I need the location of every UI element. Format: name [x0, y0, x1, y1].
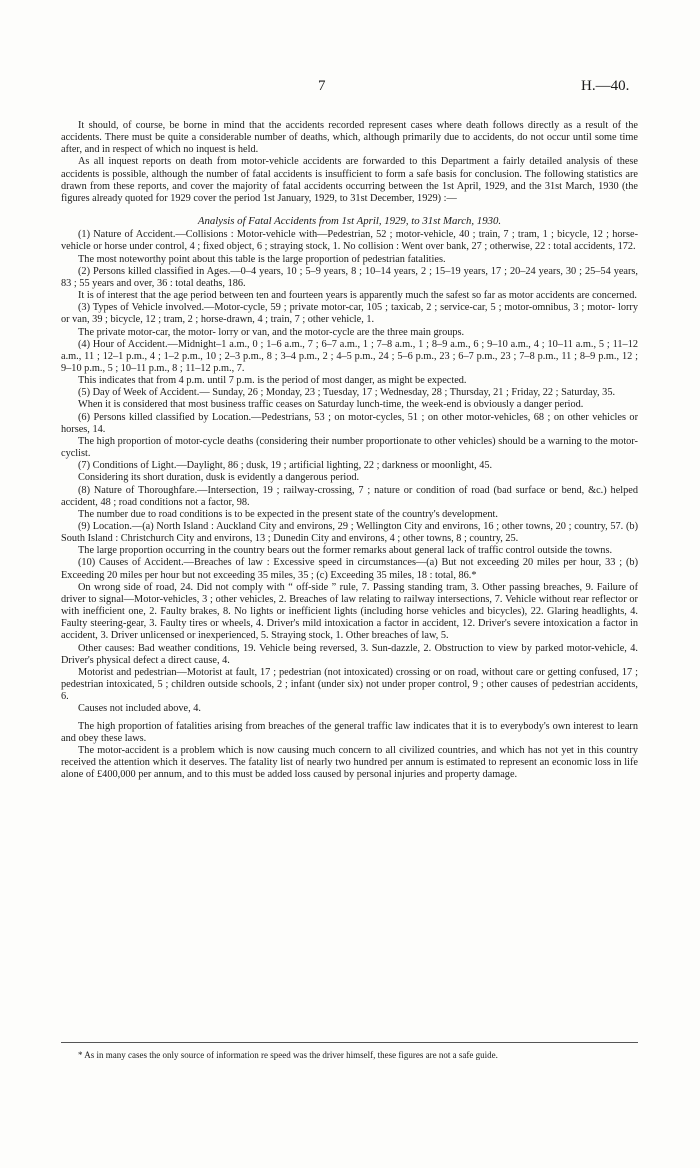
intro-paragraph-1: It should, of course, be borne in mind that the accidents recorded represent cases where death follows directly as a result of the accidents. There must be quite a considerable number of deaths, which, although primarily due to accidents, do not occur until some time after, and in respect of which no inquest is held. [61, 120, 638, 156]
section-causes: (10) Causes of Accident.—Breaches of law : Excessive speed in circumstances—(a) But not exceeding 20 miles per hour, 33 ; (b) Exceeding 20 miles per hour but not exceeding 35 miles, 35 ; (c) Exceeding 35 miles, 18 : total, 86.* [61, 557, 638, 581]
page-header [0, 80, 700, 102]
intro-paragraph-2: As all inquest reports on death from motor-vehicle accidents are forwarded to this Department a fairly detailed analysis of these accidents is possible, although the number of fatal accidents is insufficient to form a safe basis for conclusion. The following statistics are drawn from these reports, and cover the majority of fatal accidents occurring between the 1st April, 1929, and the 31st March, 1930 (the figures already quoted for 1929 cover the period 1st January, 1929, to 31st December, 1929) :— [61, 156, 638, 204]
section-comment: The large proportion occurring in the country bears out the former remarks about general lack of traffic control outside the towns. [78, 545, 613, 557]
section-location-persons: (6) Persons killed classified by Location.—Pedestrians, 53 ; on motor-cycles, 51 ; on other motor-vehicles, 68 ; on other vehicles or horses, 14. [61, 411, 638, 435]
analysis-title: Analysis of Fatal Accidents from 1st April, 1929, to 31st March, 1930. [197, 215, 502, 228]
section-comment: The number due to road conditions is to be expected in the present state of the country's development. [78, 508, 498, 520]
section-comment: The most noteworthy point about this table is the large proportion of pedestrian fatalities. [78, 253, 446, 265]
section-comment: It is of interest that the age period between ten and fourteen years is apparently much the safest so far as motor accidents are concerned. [78, 290, 637, 302]
section-comment: The private motor-car, the motor- lorry or van, and the motor-cycle are the three main groups. [78, 326, 465, 338]
section-comment: When it is considered that most business traffic ceases on Saturday lunch-time, the week-end is obviously a danger period. [78, 399, 584, 411]
footnote-rule [61, 1042, 638, 1043]
section-vehicle-types: (3) Types of Vehicle involved.—Motor-cycle, 59 ; private motor-car, 105 ; taxicab, 2 ; service-car, 5 ; motor-omnibus, 3 ; motor- lorry or van, 39 ; bicycle, 12 ; tram, 2 ; horse-drawn, 4 ; train, 7 ; other vehicle, 1. [61, 302, 638, 326]
causes-paragraph: On wrong side of road, 24. Did not comply with “ off-side ” rule, 7. Passing standing tram, 3. Other passing breaches, 9. Failure of driver to signal—Motor-vehicles, 3 ; other vehicles, 2. Breaches of law relating to railway intersections, 7. Vehicle without rear reflector or with inefficient one, 2. Faulty brakes, 8. No lights or inefficient lights (including horse vehicles and bicycles), 22. Glaring headlights, 4. Faulty steering-gear, 3. Faulty tires or wheels, 4. Driver's mild intoxication a factor in accident, 12. Driver's severe intoxication a factor in accident, 3. Driver unlicensed or inexperienced, 5. Straying stock, 1. Other breaches of law, 5. [61, 581, 638, 642]
section-day-of-week: (5) Day of Week of Accident.— Sunday, 26 ; Monday, 23 ; Tuesday, 17 ; Wednesday, 28 ; Thursday, 21 ; Friday, 22 ; Saturday, 35. [78, 387, 616, 399]
document-reference: H.—40. [581, 78, 630, 94]
section-comment: This indicates that from 4 p.m. until 7 p.m. is the period of most danger, as might be expected. [78, 375, 467, 387]
footnote: * As in many cases the only source of information re speed was the driver himself, these figures are not a safe guide. [78, 1050, 498, 1060]
section-light: (7) Conditions of Light.—Daylight, 86 ; dusk, 19 ; artificial lighting, 22 ; darkness or moonlight, 45. [78, 460, 493, 472]
section-hour: (4) Hour of Accident.—Midnight–1 a.m., 0 ; 1–6 a.m., 7 ; 6–7 a.m., 1 ; 7–8 a.m., 1 ; 8–9 a.m., 6 ; 9–10 a.m., 4 ; 10–11 a.m., 5 ; 11–12 a.m., 11 ; 12–1 p.m., 4 ; 1–2 p.m., 10 ; 2–3 p.m., 8 ; 3–4 p.m., 2 ; 4–5 p.m., 24 ; 5–6 p.m., 23 ; 6–7 p.m., 23 ; 7–8 p.m., 11 ; 8–9 p.m., 12 ; 9–10 p.m., 5 ; 10–11 p.m., 8 ; 11–12 p.m., 7. [61, 338, 638, 374]
causes-paragraph: Causes not included above, 4. [78, 703, 201, 715]
closing-paragraph-1: The high proportion of fatalities arising from breaches of the general traffic law indicates that it is to everybody's own interest to learn and obey these laws. [61, 720, 638, 744]
page-number: 7 [318, 78, 326, 94]
section-ages: (2) Persons killed classified in Ages.—0–4 years, 10 ; 5–9 years, 8 ; 10–14 years, 2 ; 15–19 years, 17 ; 20–24 years, 30 ; 25–54 years, 83 ; 55 years and over, 36 : total deaths, 186. [61, 265, 638, 289]
section-location: (9) Location.—(a) North Island : Auckland City and environs, 29 ; Wellington City and environs, 16 ; other towns, 20 ; country, 57. (b) South Island : Christchurch City and environs, 13 ; Dunedin City and environs, 4 ; other towns, 8 ; country, 25. [61, 521, 638, 545]
section-comment: The high proportion of motor-cycle deaths (considering their number proportionate to other vehicles) should be a warning to the motor-cyclist. [61, 435, 638, 460]
section-nature-of-accident: (1) Nature of Accident.—Collisions : Motor-vehicle with—Pedestrian, 52 ; motor-vehicle, 40 ; train, 7 ; tram, 1 ; bicycle, 12 ; horse-vehicle or horse under control, 4 ; fixed object, 6 ; straying stock, 1. No collision : Went over bank, 27 ; otherwise, 22 : total accidents, 172. [61, 229, 638, 253]
section-comment: Considering its short duration, dusk is evidently a dangerous period. [78, 472, 360, 484]
section-thoroughfare: (8) Nature of Thoroughfare.—Intersection, 19 ; railway-crossing, 7 ; nature or condition of road (bad surface or bend, &c.) helped accident, 48 ; road conditions not a factor, 98. [61, 484, 638, 508]
causes-paragraph: Motorist and pedestrian—Motorist at fault, 17 ; pedestrian (not intoxicated) crossing or on road, without care or getting confused, 17 ; pedestrian intoxicated, 5 ; children outside schools, 2 ; infant (under six) not under proper control, 9 ; other causes of pedestrian accidents, 6. [61, 666, 638, 703]
causes-paragraph: Other causes: Bad weather conditions, 19. Vehicle being reversed, 3. Sun-dazzle, 2. Obstruction to view by parked motor-vehicle, 4. Driver's physical defect a direct cause, 4. [61, 642, 638, 666]
document-body [61, 120, 638, 781]
closing-paragraph-2: The motor-accident is a problem which is now causing much concern to all civilized countries, and which has not yet in this country received the attention which it deserves. The fatality list of nearly two hundred per annum is estimated to represent an economic loss in life alone of £400,000 per annum, and to this must be added loss caused by personal injuries and property damage. [61, 744, 638, 781]
